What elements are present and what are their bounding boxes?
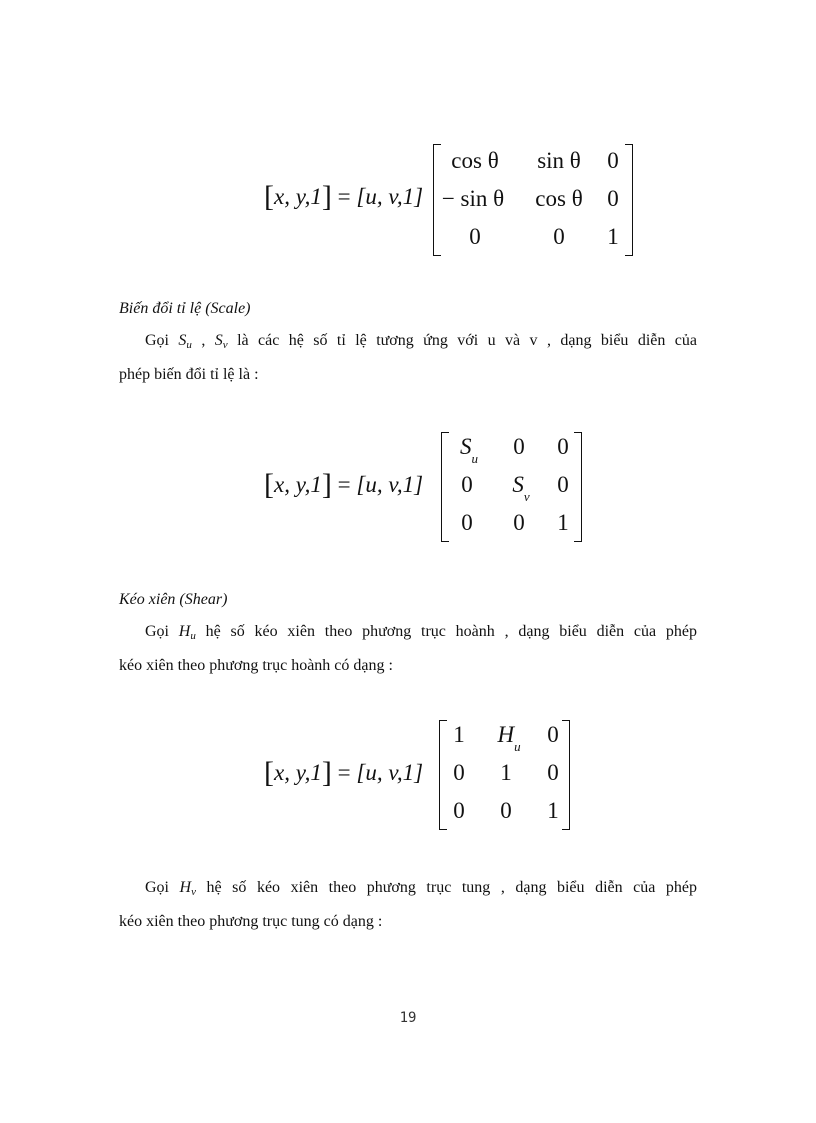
formula-lhs: [x, y,1] = [u, v,1] — [264, 756, 424, 789]
matrix-cell: sin θ — [537, 148, 581, 173]
matrix-cell: 0 — [453, 798, 465, 823]
matrix-cell: 1 — [453, 722, 465, 747]
shear-x-line-2: kéo xiên theo phương trục hoành có dạng : — [119, 657, 393, 674]
matrix-cell: − sin θ — [441, 186, 505, 211]
rotation-formula — [0, 140, 816, 260]
rotation-matrix — [433, 144, 633, 256]
formula-lhs: [x, y,1] = [u, v,1] — [264, 180, 424, 213]
shear-y-line-2: kéo xiên theo phương trục tung có dạng : — [119, 913, 383, 930]
shear-matrix — [439, 720, 570, 830]
matrix-cell: cos θ — [535, 186, 583, 211]
matrix-cell: 1 — [547, 798, 559, 823]
matrix-cell: 1 — [500, 760, 512, 785]
shear-x-line-1: Gọi Hu hệ số kéo xiên theo phương trục hoành , dạng biểu diễn của phép — [145, 623, 698, 642]
matrix-cell: 0 — [557, 434, 569, 459]
scale-matrix — [441, 432, 582, 542]
shear-y-paragraph — [119, 873, 697, 937]
matrix-cell: 0 — [461, 510, 473, 535]
matrix-cell: $H_u$ — [497, 722, 521, 754]
formula-lhs: [x, y,1] = [u, v,1] — [264, 468, 424, 501]
matrix-cell: 0 — [500, 798, 512, 823]
matrix-cell: $S_u$ — [460, 434, 478, 466]
matrix-cell: 0 — [557, 472, 569, 497]
scale-line-1: Gọi Su , Sv là các hệ số tỉ lệ tương ứng với u và v , dạng biểu diễn của — [145, 332, 698, 351]
matrix-cell: cos θ — [451, 148, 499, 173]
shear-formula — [0, 716, 816, 836]
shear-heading: Kéo xiên (Shear) — [119, 591, 228, 608]
matrix-cell: 0 — [513, 434, 525, 459]
shear-y-line-1: Gọi Hv hệ số kéo xiên theo phương trục tung , dạng biểu diễn của phép — [145, 879, 698, 898]
scale-formula — [0, 428, 816, 548]
matrix-cell: 0 — [453, 760, 465, 785]
scale-line-2: phép biến đổi tỉ lệ là : — [119, 366, 259, 383]
matrix-cell: 0 — [469, 224, 481, 249]
matrix-cell: 0 — [553, 224, 565, 249]
matrix-cell: 1 — [557, 510, 569, 535]
matrix-cell: 0 — [607, 186, 619, 211]
matrix-cell: 0 — [547, 722, 559, 747]
matrix-cell: 0 — [513, 510, 525, 535]
scale-heading: Biến đổi tỉ lệ (Scale) — [119, 300, 251, 317]
matrix-cell: 0 — [547, 760, 559, 785]
shear-x-paragraph — [119, 617, 697, 681]
matrix-cell: $S_v$ — [512, 472, 530, 504]
matrix-cell: 1 — [607, 224, 619, 249]
matrix-cell: 0 — [607, 148, 619, 173]
matrix-cell: 0 — [461, 472, 473, 497]
page-number: 19 — [399, 1010, 417, 1026]
scale-paragraph — [119, 326, 697, 390]
